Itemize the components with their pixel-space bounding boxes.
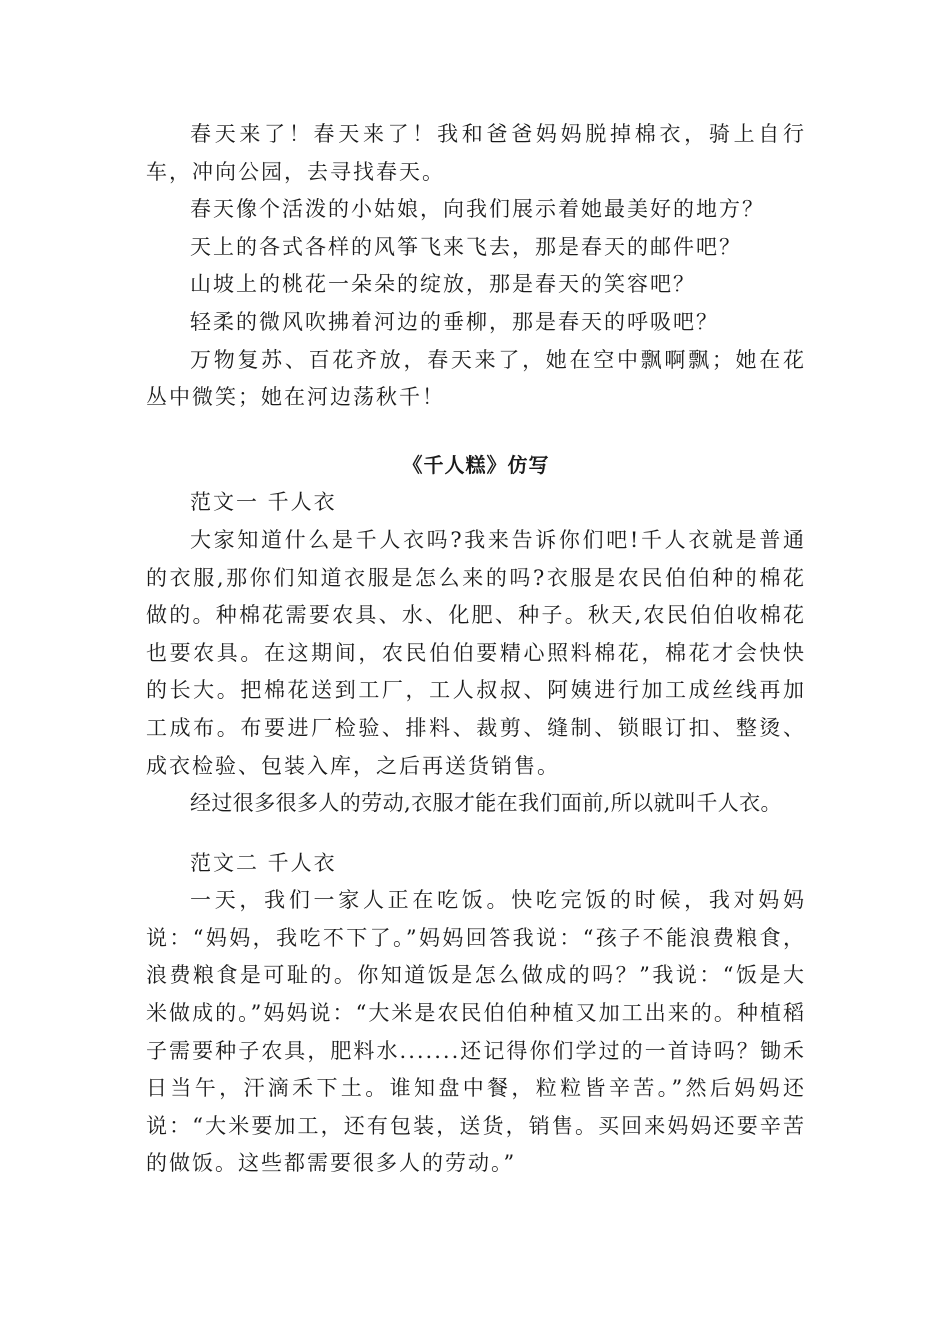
essay1-paragraph-2: 经过很多很多人的劳动,衣服才能在我们面前,所以就叫千人衣。: [190, 791, 782, 816]
essay1-paragraph-1: 大家知道什么是千人衣吗?我来告诉你们吧!千人衣就是普通的衣服,那你们知道衣服是怎么来的吗?衣服是农民伯伯种的棉花做的。种棉花需要农具、水、化肥、种子。秋天,农民伯伯收棉花也要农具。在这期间，农民伯伯要精心照料棉花，棉花才会快快的长大。把棉花送到工厂，工人叔叔、阿姨进行加工成丝线再加工成布。布要进厂检验、排料、裁剪、缝制、锁眼订扣、整烫、成衣检验、包装入库，之后再送货销售。: [146, 527, 806, 778]
essay1-title: 范文一 千人衣: [190, 490, 337, 515]
essay2-paragraph-1: 一天，我们一家人正在吃饭。快吃完饭的时候，我对妈妈说：“妈妈，我吃不下了。”妈妈回答我说：“孩子不能浪费粮食，浪费粮食是可耻的。你知道饭是怎么做成的吗？”我说：“饭是大米做成的。”妈妈说：“大米是农民伯伯种植又加工出来的。种植稻子需要种子农具，肥料水.......还记得你们学过的一首诗吗？锄禾日当午，汗滴禾下土。谁知盘中餐，粒粒皆辛苦。”然后妈妈还说：“大米要加工，还有包装，送货，销售。买回来妈妈还要辛苦的做饭。这些都需要很多人的劳动。”: [146, 888, 806, 1176]
spring-paragraph-4: 山坡上的桃花一朵朵的绽放，那是春天的笑容吧？: [190, 272, 696, 297]
spring-paragraph-1: 春天来了！春天来了！我和爸爸妈妈脱掉棉衣，骑上自行车，冲向公园，去寻找春天。: [146, 122, 806, 184]
spring-paragraph-6: 万物复苏、百花齐放，春天来了，她在空中飘啊飘；她在花丛中微笑；她在河边荡秋千！: [146, 347, 806, 410]
essay-spacer: [146, 823, 806, 845]
document-page: [146, 116, 806, 1183]
section-title: 《千人糕》仿写: [402, 452, 550, 477]
spring-paragraph-2: 春天像个活泼的小姑娘，向我们展示着她最美好的地方？: [190, 197, 765, 222]
essay2-title: 范文二 千人衣: [190, 850, 337, 875]
section-spacer: [146, 417, 806, 447]
spring-paragraph-3: 天上的各式各样的风筝飞来飞去，那是春天的邮件吧？: [190, 234, 742, 259]
spring-paragraph-5: 轻柔的微风吹拂着河边的垂柳，那是春天的呼吸吧？: [190, 309, 719, 334]
